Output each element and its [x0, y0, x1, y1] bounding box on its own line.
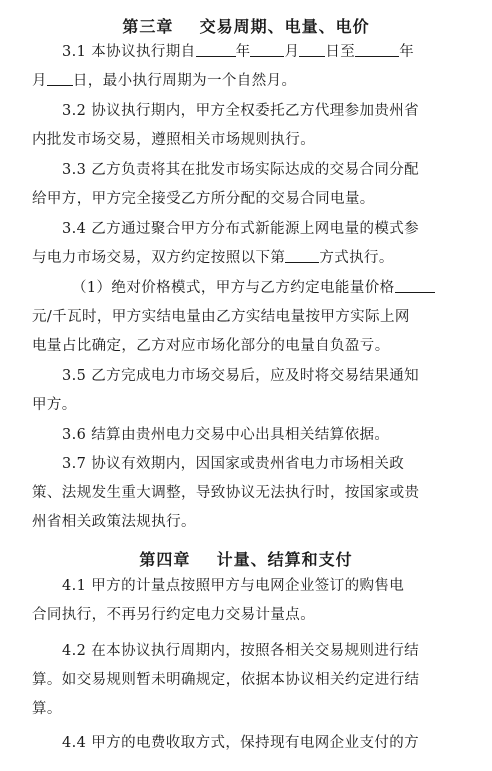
clause-3-4-1-line-1: [72, 278, 435, 298]
year-label-2: 年: [399, 44, 415, 60]
chapter-3-title: 第三章 交易周期、电量、电价: [122, 17, 370, 36]
start-month-blank[interactable]: [250, 42, 284, 57]
month-label: 月: [284, 44, 300, 60]
clause-4-1-line-2: 合同执行，不再另行约定电力交易计量点。: [32, 607, 316, 623]
clause-4-2-line-2: 算。如交易规则暂未明确规定，依据本协议相关约定进行结: [32, 672, 420, 688]
method-number-blank[interactable]: [285, 248, 319, 263]
clause-4-2-line-3: 算。: [32, 701, 62, 717]
clause-4-4-line-1: 4.4 甲方的电费收取方式，保持现有电网企业支付的方: [62, 735, 420, 751]
clause-3-2-line-1: 3.2 协议执行期内，甲方全权委托乙方代理参加贵州省: [62, 103, 420, 119]
clause-3-7-line-2: 策、法规发生重大调整，导致协议无法执行时，按国家或贵: [32, 485, 420, 501]
price-blank[interactable]: [395, 278, 435, 293]
year-label: 年: [235, 44, 251, 60]
day-to-label: 日至: [325, 44, 356, 60]
clause-4-2-line-1: 4.2 在本协议执行周期内，按照各相关交易规则进行结: [62, 643, 420, 659]
clause-3-2-line-2: 内批发市场交易，遵照相关市场规则执行。: [32, 132, 316, 148]
clause-3-4-1-text: （1）绝对价格模式，甲方与乙方约定电能量价格: [72, 280, 395, 296]
clause-3-4-1-line-3: 电量占比确定，乙方对应市场化部分的电量自负盈亏。: [32, 338, 390, 354]
clause-3-1-rest: 日，最小执行周期为一个自然月。: [72, 73, 297, 89]
clause-3-6-line-1: 3.6 结算由贵州电力交易中心出具相关结算依据。: [62, 427, 390, 443]
clause-3-4-rest: 方式执行。: [319, 250, 394, 266]
clause-3-1-line-1: [62, 42, 414, 62]
clause-3-4-1-line-2: 元/千瓦时，甲方实结电量由乙方实结电量按甲方实际上网: [32, 309, 410, 325]
clause-3-4-text: 与电力市场交易，双方约定按照以下第: [32, 250, 286, 266]
clause-3-3-line-2: 给甲方，甲方完全接受乙方所分配的交易合同电量。: [32, 191, 375, 207]
start-day-blank[interactable]: [299, 42, 325, 57]
start-year-blank[interactable]: [196, 42, 236, 57]
clause-3-4-line-2: [32, 248, 394, 268]
end-year-blank[interactable]: [355, 42, 399, 57]
clause-3-1-line-2: [32, 71, 296, 91]
clause-3-1-text: 3.1 本协议执行期自: [62, 44, 196, 60]
clause-4-1-line-1: 4.1 甲方的计量点按照甲方与电网企业签订的购售电: [62, 578, 405, 594]
clause-3-5-line-2: 甲方。: [32, 397, 77, 413]
chapter-4-title: 第四章 计量、结算和支付: [139, 550, 353, 569]
clause-3-4-line-1: 3.4 乙方通过聚合甲方分布式新能源上网电量的模式参: [62, 221, 420, 237]
clause-3-7-line-3: 州省相关政策法规执行。: [32, 514, 196, 530]
month-label-2: 月: [32, 73, 47, 89]
clause-3-3-line-1: 3.3 乙方负责将其在批发市场实际达成的交易合同分配: [62, 162, 420, 178]
clause-3-7-line-1: 3.7 协议有效期内，因国家或贵州省电力市场相关政: [62, 456, 405, 472]
clause-3-5-line-1: 3.5 乙方完成电力市场交易后，应及时将交易结果通知: [62, 368, 420, 384]
end-month-blank[interactable]: [47, 71, 73, 86]
